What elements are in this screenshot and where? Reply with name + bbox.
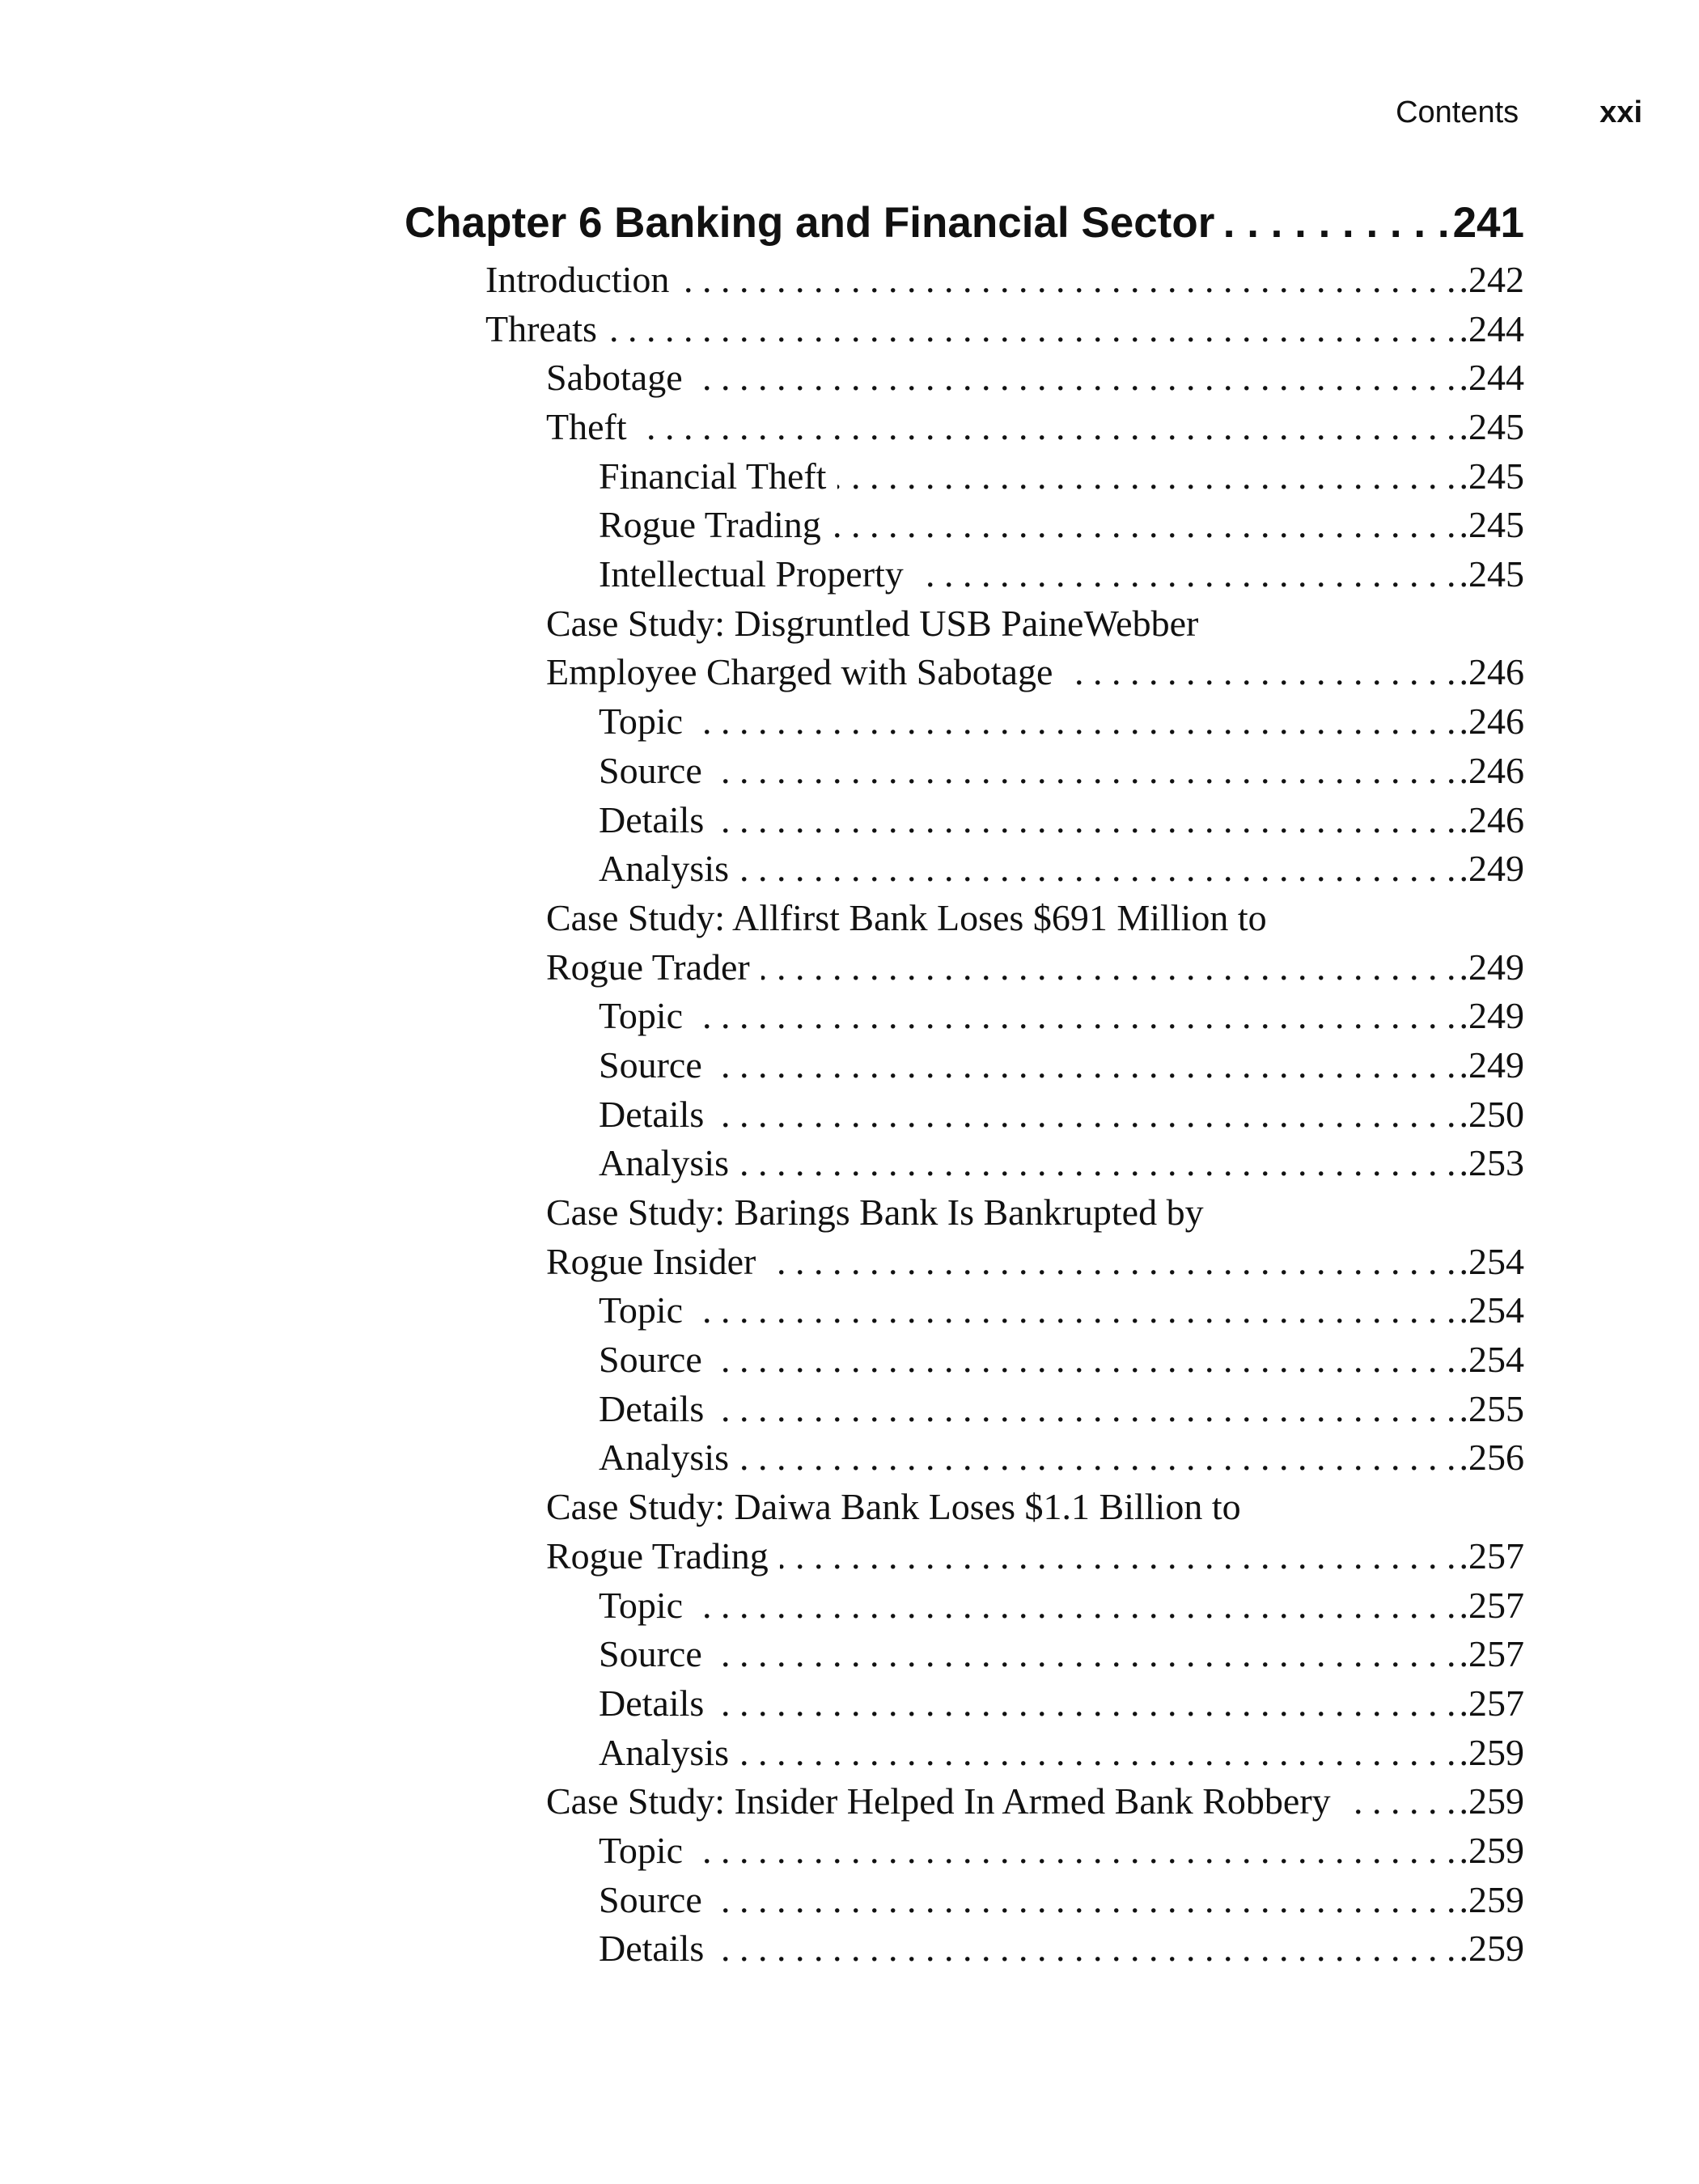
dot-leader	[833, 501, 1456, 550]
toc-entry-page: .245	[1459, 553, 1524, 595]
toc-entry[interactable]	[405, 1335, 1524, 1385]
toc-entry-title: Details	[599, 1387, 705, 1429]
toc-entry-title: Source	[599, 749, 702, 791]
toc-entry-title: Source	[599, 1878, 702, 1920]
toc-entry[interactable]	[405, 452, 1524, 502]
dot-leader	[1226, 191, 1449, 256]
toc-entry-title: Analysis	[599, 1731, 729, 1773]
toc-entry[interactable]	[405, 697, 1524, 747]
toc-entry-page: .245	[1459, 455, 1524, 497]
toc-entry-title: Rogue Insider	[546, 1240, 756, 1282]
toc-entry-page: .259	[1459, 1829, 1524, 1871]
toc-entry-title: Sabotage	[546, 357, 683, 399]
toc-entry[interactable]	[405, 1238, 1524, 1287]
toc-entry-page: .256	[1459, 1437, 1524, 1479]
dot-leader	[694, 1826, 1455, 1876]
toc-entry[interactable]	[405, 844, 1524, 894]
toc-chapter-entry[interactable]	[405, 191, 1524, 256]
toc-entry[interactable]	[405, 747, 1524, 796]
dot-leader	[837, 452, 1455, 502]
toc-entry[interactable]	[405, 1041, 1524, 1090]
toc-entry[interactable]	[405, 1532, 1524, 1581]
toc-entry-page: .246	[1459, 749, 1524, 791]
dot-leader	[740, 1433, 1456, 1483]
dot-leader	[740, 1729, 1456, 1778]
toc-entry-title: Topic	[599, 700, 684, 743]
table-of-contents	[405, 191, 1524, 1974]
toc-entry-title: Employee Charged with Sabotage	[546, 651, 1053, 693]
toc-entry-page: .259	[1459, 1780, 1524, 1822]
toc-entry[interactable]	[405, 1581, 1524, 1631]
toc-entry-page: .242	[1459, 258, 1524, 300]
dot-leader	[680, 256, 1455, 305]
toc-entry-title: Case Study: Insider Helped In Armed Bank Robbery	[546, 1780, 1331, 1822]
toc-entry-page: .246	[1459, 651, 1524, 693]
toc-entry-title: Topic	[599, 1829, 684, 1871]
toc-entry[interactable]	[405, 1630, 1524, 1679]
toc-entry-title: Details	[599, 1682, 705, 1724]
toc-entry[interactable]	[405, 256, 1524, 305]
dot-leader	[694, 1581, 1455, 1631]
toc-entry[interactable]	[405, 1139, 1524, 1188]
toc-entry[interactable]	[405, 1286, 1524, 1335]
toc-entry-title: Source	[599, 1633, 702, 1675]
toc-entry-page: .254	[1459, 1289, 1524, 1331]
toc-entry-title: Introduction	[485, 258, 670, 300]
toc-entry-page: .249	[1459, 946, 1524, 988]
dot-leader	[638, 403, 1456, 452]
toc-entry[interactable]	[405, 1876, 1524, 1925]
toc-entry[interactable]	[405, 305, 1524, 354]
running-header-section: Contents	[1396, 95, 1519, 129]
toc-entry[interactable]	[405, 796, 1524, 845]
toc-entry-title-line1[interactable]: Case Study: Barings Bank Is Bankrupted by	[546, 1191, 1204, 1234]
toc-entry-page: .249	[1459, 848, 1524, 890]
dot-leader	[715, 1385, 1455, 1434]
toc-entry-title: Topic	[599, 1584, 684, 1626]
toc-entry-title-line1[interactable]: Case Study: Allfirst Bank Loses $691 Million to	[546, 896, 1267, 938]
toc-entry-page: .250	[1459, 1093, 1524, 1135]
toc-entry-title: Topic	[599, 995, 684, 1037]
dot-leader	[714, 1041, 1456, 1090]
toc-entry-page: .257	[1459, 1682, 1524, 1724]
toc-entry-page: .245	[1459, 504, 1524, 546]
dot-leader	[780, 1532, 1456, 1581]
toc-entry-title: Intellectual Property	[599, 553, 904, 595]
dot-leader	[694, 697, 1455, 747]
toc-entry[interactable]	[405, 550, 1524, 599]
toc-entry-title: Rogue Trader	[546, 946, 750, 988]
toc-entry[interactable]	[405, 943, 1524, 993]
chapter-page-number: 241	[1452, 199, 1524, 247]
dot-leader	[740, 1139, 1456, 1188]
dot-leader	[694, 1286, 1455, 1335]
toc-entry-page: .253	[1459, 1142, 1524, 1184]
toc-entry-page: .257	[1459, 1534, 1524, 1577]
toc-entry-title: Financial Theft	[599, 455, 827, 497]
toc-entry-page: .257	[1459, 1633, 1524, 1675]
toc-entry-page: .257	[1459, 1584, 1524, 1626]
toc-entry[interactable]	[405, 1385, 1524, 1434]
toc-entry[interactable]	[405, 1090, 1524, 1140]
dot-leader	[714, 1335, 1456, 1385]
toc-entry-title-line1[interactable]: Case Study: Disgruntled USB PaineWebber	[546, 602, 1199, 644]
dot-leader	[715, 1679, 1455, 1729]
dot-leader	[714, 1630, 1456, 1679]
dot-leader	[714, 747, 1456, 796]
dot-leader	[740, 844, 1456, 894]
toc-entry-title: Source	[599, 1339, 702, 1381]
toc-entry-title: Rogue Trading	[599, 504, 821, 546]
dot-leader	[767, 1238, 1455, 1287]
dot-leader	[1342, 1777, 1456, 1826]
toc-entry-title: Details	[599, 798, 705, 840]
toc-entry-title: Analysis	[599, 848, 729, 890]
dot-leader	[608, 305, 1456, 354]
toc-entry[interactable]	[405, 1924, 1524, 1974]
toc-entry-page: .245	[1459, 406, 1524, 448]
toc-entry[interactable]	[405, 403, 1524, 452]
toc-entry[interactable]	[405, 1679, 1524, 1729]
dot-leader	[1064, 648, 1455, 697]
toc-entry-title: Details	[599, 1093, 705, 1135]
dot-leader	[714, 1876, 1456, 1925]
toc-entry-page: .259	[1459, 1878, 1524, 1920]
running-header	[1396, 95, 1642, 130]
toc-entry[interactable]	[405, 649, 1524, 698]
toc-entry-page: .259	[1459, 1928, 1524, 1970]
toc-entry[interactable]	[405, 992, 1524, 1041]
toc-entry-page: .244	[1459, 307, 1524, 349]
dot-leader	[715, 1090, 1455, 1140]
toc-entry-title: Analysis	[599, 1437, 729, 1479]
toc-entry[interactable]	[405, 353, 1524, 403]
toc-entry[interactable]	[405, 1434, 1524, 1484]
dot-leader	[715, 796, 1455, 845]
toc-entry[interactable]	[405, 1729, 1524, 1778]
toc-entry[interactable]	[405, 1777, 1524, 1826]
toc-entry-title: Theft	[546, 406, 627, 448]
toc-entry-page: .254	[1459, 1240, 1524, 1282]
toc-entry[interactable]	[405, 1826, 1524, 1876]
toc-entry-page: .259	[1459, 1731, 1524, 1773]
toc-entry-page: .249	[1459, 995, 1524, 1037]
toc-entry-title: Rogue Trading	[546, 1534, 769, 1577]
chapter-title: Chapter 6 Banking and Financial Sector	[405, 199, 1215, 247]
toc-entry-page: .246	[1459, 798, 1524, 840]
toc-entry-title: Details	[599, 1928, 705, 1970]
toc-entry-title: Threats	[485, 307, 597, 349]
page-folio: xxi	[1599, 95, 1642, 129]
toc-entry-page: .254	[1459, 1339, 1524, 1381]
dot-leader	[715, 1924, 1455, 1974]
toc-entry-title: Analysis	[599, 1142, 729, 1184]
toc-entry-page: .249	[1459, 1043, 1524, 1086]
toc-entry-title: Topic	[599, 1289, 684, 1331]
dot-leader	[761, 943, 1456, 993]
dot-leader	[694, 353, 1456, 403]
toc-entry-page: .246	[1459, 700, 1524, 743]
toc-entry-page: .244	[1459, 357, 1524, 399]
toc-entry-title: Source	[599, 1043, 702, 1086]
toc-entry-title-line1[interactable]: Case Study: Daiwa Bank Loses $1.1 Billion to	[546, 1486, 1241, 1528]
toc-entry-page: .255	[1459, 1387, 1524, 1429]
dot-leader	[694, 992, 1455, 1041]
toc-entry[interactable]	[405, 501, 1524, 550]
dot-leader	[915, 550, 1456, 599]
